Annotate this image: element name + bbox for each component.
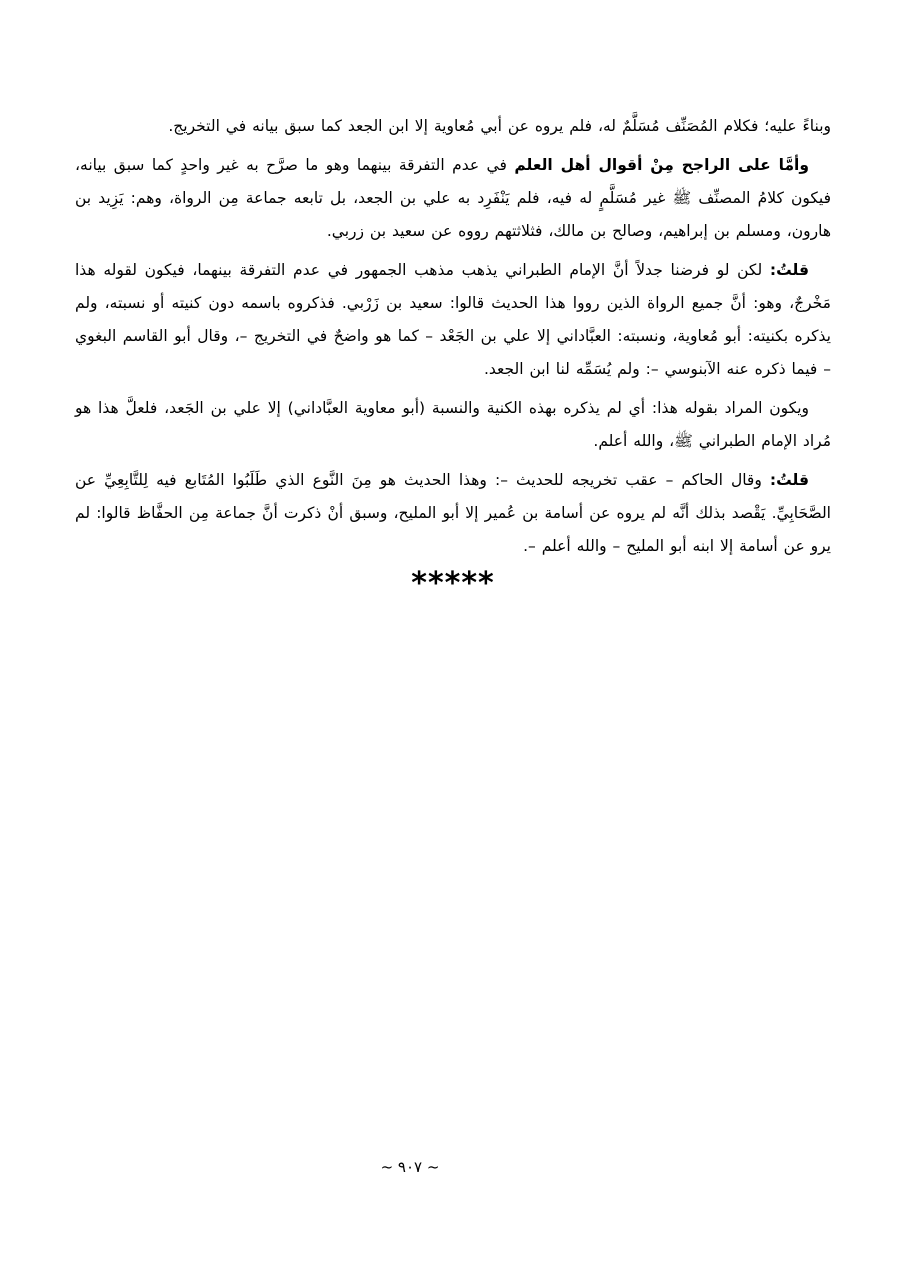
- document-body: [75, 110, 831, 599]
- page-number: ~ ٩٠٧ ~: [380, 1158, 440, 1176]
- paragraph-5: [75, 464, 831, 563]
- paragraph-1-text: وبناءً عليه؛ فكلام المُصَنِّف مُسَلَّمٌ له، فلم يروه عن أبي مُعاوية إلا ابن الجعد كما سبق بيانه في التخريج.: [168, 117, 831, 135]
- paragraph-5-text: وقال الحاكم – عقب تخريجه للحديث –: وهذا الحديث هو مِنَ النَّوع الذي طَلَبُوا المُتَابع فيه لِلتَّابِعِيِّ عن الصَّحَابِيِّ. يَقْصد بذلك أنَّه لم يروه عن أسامة بن عُمير إلا أبو المليح، وسبق أنْ ذكرت أنَّ جماعة مِن الحفَّاظ قالوا: لم يرو عن أسامة إلا ابنه أبو المليح – والله أعلم –.: [75, 471, 831, 555]
- paragraph-3-lead: قلتُ:: [769, 261, 809, 279]
- section-separator: *****: [411, 566, 495, 601]
- paragraph-3: [75, 254, 831, 386]
- paragraph-1: [75, 110, 831, 143]
- paragraph-2: [75, 149, 831, 248]
- paragraph-5-lead: قلتُ:: [769, 471, 809, 489]
- paragraph-3-text: لكن لو فرضنا جدلاً أنَّ الإمام الطبراني يذهب مذهب الجمهور في عدم التفرقة بينهما، فيكون لقوله هذا مَخْرجٌ، وهو: أنَّ جميع الرواة الذين رووا هذا الحديث قالوا: سعيد بن زَرْبي. فذكروه باسمه دون كنيته أو نسبته، ولم يذكره بكنيته: أبو مُعاوية، ونسبته: العبَّاداني إلا علي بن الجَعْد – كما هو واضحٌ في التخريج –، وقال أبو القاسم البغوي – فيما ذكره عنه الآبنوسي –: ولم يُسَمِّه لنا ابن الجعد.: [75, 261, 831, 378]
- paragraph-4: [75, 392, 831, 458]
- paragraph-2-text: في عدم التفرقة بينهما وهو ما صرَّح به غير واحدٍ كما سبق بيانه، فيكون كلامُ المصنِّف ﷺ غير مُسَلَّمٍ له فيه، فلم يَنْفَرِد به علي بن الجعد، بل تابعه جماعة مِن الرواة، وهم: يَزِيد بن هارون، ومسلم بن إبراهيم، وصالح بن مالك، فثلاثتهم رووه عن سعيد بن زربي.: [75, 156, 831, 240]
- paragraph-2-lead: وأمَّا على الراجح مِنْ أقوال أهل العلم: [514, 156, 809, 174]
- paragraph-4-text: ويكون المراد بقوله هذا: أي لم يذكره بهذه الكنية والنسبة (أبو معاوية العبَّاداني) إلا علي بن الجَعد، فلعلَّ هذا هو مُراد الإمام الطبراني ﷺ، والله أعلم.: [75, 399, 831, 450]
